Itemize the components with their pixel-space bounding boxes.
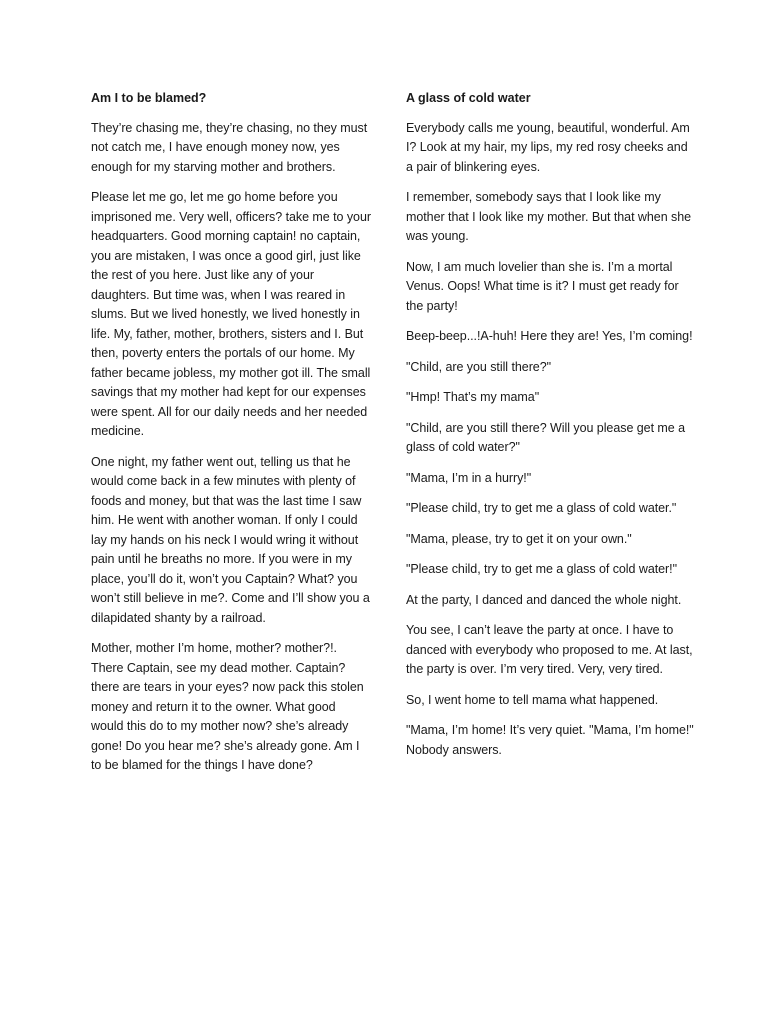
right-story-paragraph: So, I went home to tell mama what happened.	[406, 692, 659, 707]
left-story-column	[91, 89, 371, 787]
right-story-paragraph: "Child, are you still there? Will you please get me a glass of cold water?"	[406, 420, 686, 454]
right-story-paragraph: "Mama, please, try to get it on your own."	[406, 531, 632, 546]
right-story-paragraph: "Mama, I’m home! It’s very quiet. "Mama, I’m home!" Nobody answers.	[406, 723, 694, 757]
right-story-paragraph: Beep-beep...!A-huh! Here they are! Yes, I’m coming!	[406, 329, 693, 343]
right-story-paragraph: Now, I am much lovelier than she is. I’m a mortal Venus. Oops! What time is it? I must get ready for the party!	[406, 259, 679, 313]
right-story-column	[406, 89, 696, 771]
right-story-title: A glass of cold water	[406, 91, 531, 105]
right-story-paragraph: "Please child, try to get me a glass of cold water!"	[406, 562, 677, 576]
right-story-paragraph: "Hmp! That’s my mama"	[406, 390, 540, 404]
right-story-paragraph: Everybody calls me young, beautiful, wonderful. Am I? Look at my hair, my lips, my red rosy cheeks and a pair of blinkering eyes.	[406, 120, 690, 174]
right-story-paragraph: You see, I can’t leave the party at once. I have to danced with everybody who proposed to me. At last, the party is over. I’m very tired. Very, very tired.	[406, 623, 693, 676]
right-story-paragraph: I remember, somebody says that I look like my mother that I look like my mother. But that when she was young.	[406, 190, 692, 243]
right-story-paragraph: "Mama, I’m in a hurry!"	[406, 470, 532, 485]
left-story-paragraph: Mother, mother I’m home, mother? mother?!. There Captain, see my dead mother. Captain? there are tears in your eyes? now pack this stolen money and return it to the owner. What good would this do to my mother now? she’s already gone! Do you hear me? she’s already gone. Am I to be blamed for the things I have done?	[91, 641, 364, 772]
right-story-paragraph: At the party, I danced and danced the whole night.	[406, 592, 682, 607]
left-story-paragraph: Please let me go, let me go home before you imprisoned me. Very well, officers? take me to your headquarters. Good morning captain! no captain, you are mistaken, I was once a good girl, just like the rest of you here. Just like any of your daughters. But time was, when I was reared in slums. But we lived honestly, we lived honestly in life. My, father, mother, brothers, sisters and I. But then, poverty enters the portals of our home. My father became jobless, my mother got ill. The small savings that my mother had kept for our expenses were spent. All for our daily needs and her needed medicine.	[91, 190, 371, 438]
left-story-paragraph: One night, my father went out, telling us that he would come back in a few minutes with plenty of foods and money, but that was the last time I saw him. He went with another woman. If only I could lay my hands on his neck I would wring it without pain until he breaths no more. If you were in my place, you’ll do it, won’t you Captain? What? you won’t still believe in me?. Come and I’ll show you a dilapidated shanty by a railroad.	[91, 454, 370, 625]
left-story-paragraph: They’re chasing me, they’re chasing, no they must not catch me, I have enough money now, yes enough for my starving mother and brothers.	[91, 120, 368, 174]
right-story-paragraph: "Please child, try to get me a glass of cold water."	[406, 501, 677, 515]
left-story-title: Am I to be blamed?	[91, 91, 207, 105]
right-story-paragraph: "Child, are you still there?"	[406, 359, 551, 374]
